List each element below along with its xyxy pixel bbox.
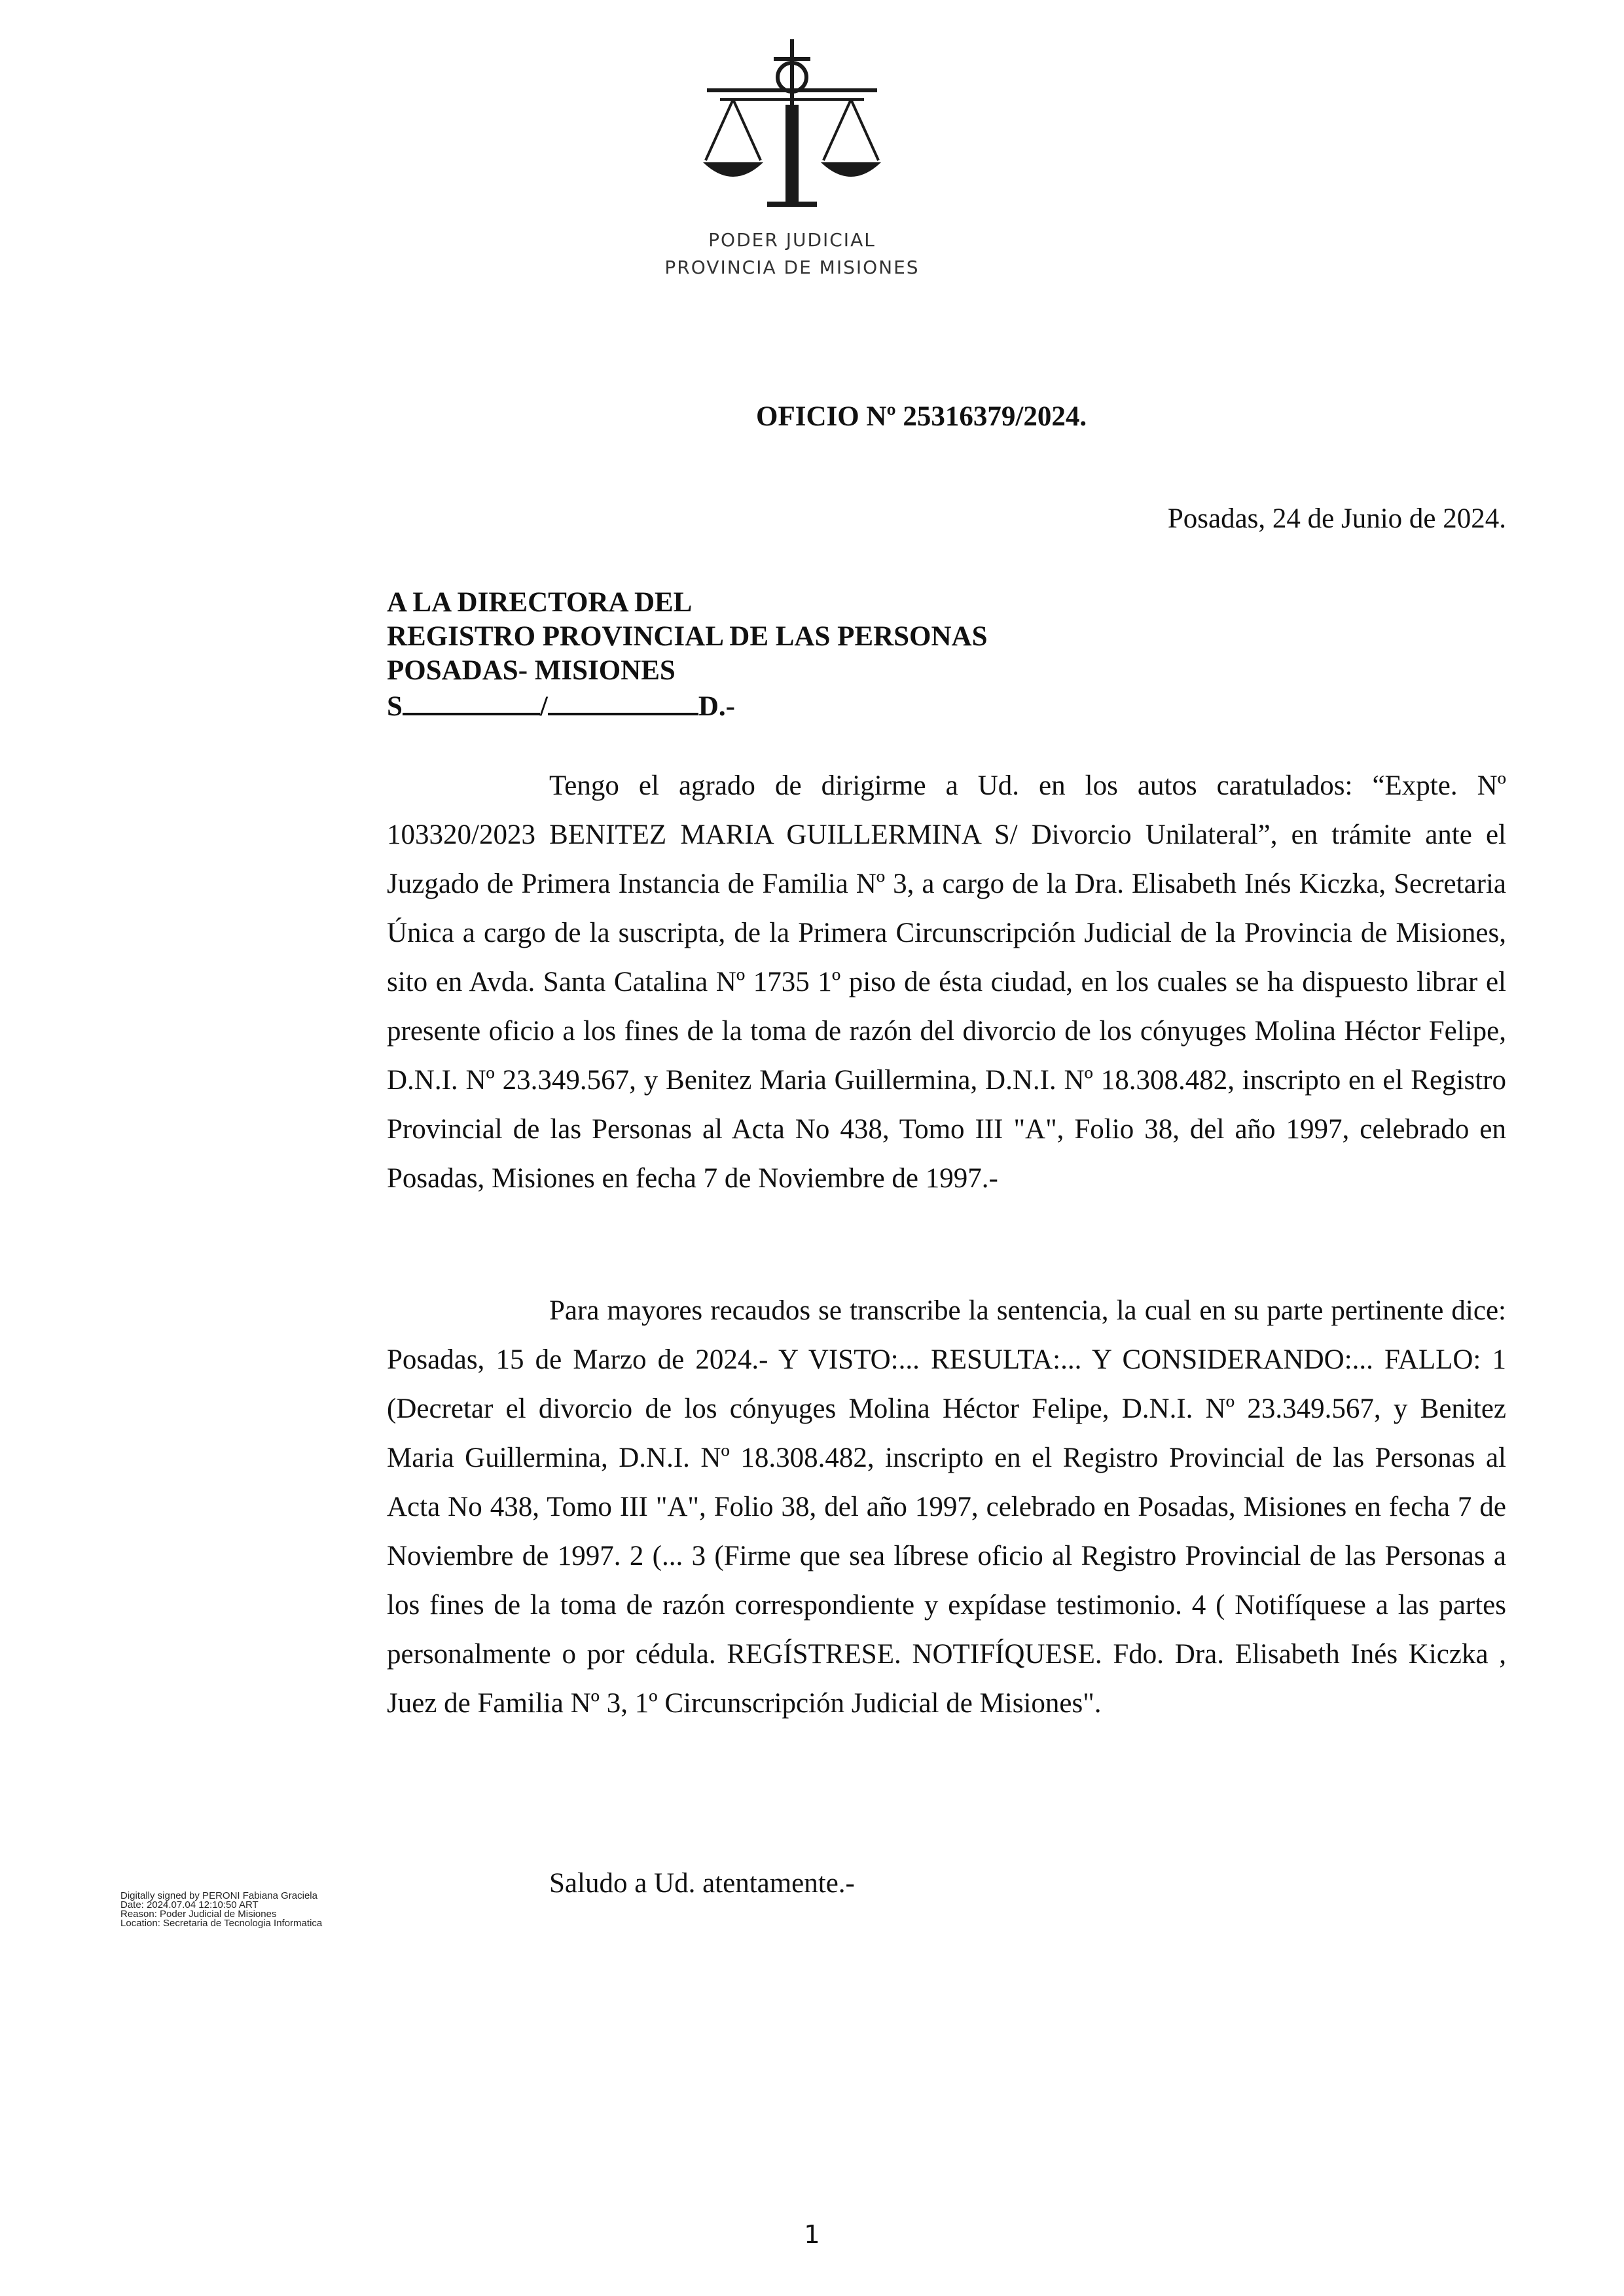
closing-salutation: Saludo a Ud. atentamente.- <box>549 1868 855 1899</box>
sd-blank-2 <box>548 688 698 715</box>
signature-date: Date: 2024.07.04 12:10:50 ART <box>120 1899 259 1910</box>
place-date: Posadas, 24 de Junio de 2024. <box>1167 503 1506 534</box>
sd-s: S <box>387 691 403 722</box>
seal-text-line-1: PODER JUDICIAL <box>708 229 876 251</box>
salutation-sd <box>387 688 988 724</box>
addressee-line-2: REGISTRO PROVINCIAL DE LAS PERSONAS <box>387 621 988 652</box>
addressee-line-1: A LA DIRECTORA DEL <box>387 587 693 618</box>
addressee-block <box>387 586 988 724</box>
addressee-line-3: POSADAS- MISIONES <box>387 655 676 686</box>
scales-of-justice-icon <box>694 39 890 216</box>
body-paragraph-1: Tengo el agrado de dirigirme a Ud. en los autos caratulados: “Expte. Nº 103320/2023 BENITEZ MARIA GUILLERMINA S/ Divorcio Unilateral”, en trámite ante el Juzgado de Primera Instancia de Familia Nº 3, a cargo de la Dra. Elisabeth Inés Kiczka, Secretaria Única a cargo de la suscripta, de la Primera Circunscripción Judicial de la Provincia de Misiones, sito en Avda. Santa Catalina Nº 1735 1º piso de ésta ciudad, en los cuales se ha dispuesto librar el presente oficio a los fines de la toma de razón del divorcio de los cónyuges Molina Héctor Felipe, D.N.I. Nº 23.349.567, y Benitez Maria Guillermina, D.N.I. Nº 18.308.482, inscripto en el Registro Provincial de las Personas al Acta No 438, Tomo III "A", Folio 38, del año 1997, celebrado en Posadas, Misiones en fecha 7 de Noviembre de 1997.- <box>387 770 1506 1194</box>
signature-reason: Reason: Poder Judicial de Misiones <box>120 1909 277 1920</box>
sd-blank-1 <box>403 688 540 715</box>
digital-signature-block <box>120 1892 330 1928</box>
sd-d: D.- <box>698 691 735 722</box>
seal-text-line-2: PROVINCIA DE MISIONES <box>664 257 920 278</box>
body-paragraph-2: Para mayores recaudos se transcribe la sentencia, la cual en su parte pertinente dice: Posadas, 15 de Marzo de 2024.- Y VISTO:... RESULTA:... Y CONSIDERANDO:... FALLO: 1 (Decretar el divorcio de los cónyuges Molina Héctor Felipe, D.N.I. Nº 23.349.567, y Benitez Maria Guillermina, D.N.I. Nº 18.308.482, inscripto en el Registro Provincial de las Personas al Acta No 438, Tomo III "A", Folio 38, del año 1997, celebrado en Posadas, Misiones en fecha 7 de Noviembre de 1997. 2 (... 3 (Firme que sea líbrese oficio al Registro Provincial de las Personas a los fines de la toma de razón correspondiente y expídase testimonio. 4 ( Notifíquese a las partes personalmente o por cédula. REGÍSTRESE. NOTIFÍQUESE. Fdo. Dra. Elisabeth Inés Kiczka , Juez de Familia Nº 3, 1º Circunscripción Judicial de Misiones". <box>387 1295 1506 1719</box>
signature-signed-by: Digitally signed by PERONI Fabiana Graciela <box>120 1890 317 1901</box>
signature-location: Location: Secretaria de Tecnologia Informatica <box>120 1918 323 1929</box>
page-number: 1 <box>804 2220 820 2249</box>
sd-slash: / <box>539 691 548 722</box>
oficio-number: OFICIO Nº 25316379/2024. <box>756 401 1087 432</box>
